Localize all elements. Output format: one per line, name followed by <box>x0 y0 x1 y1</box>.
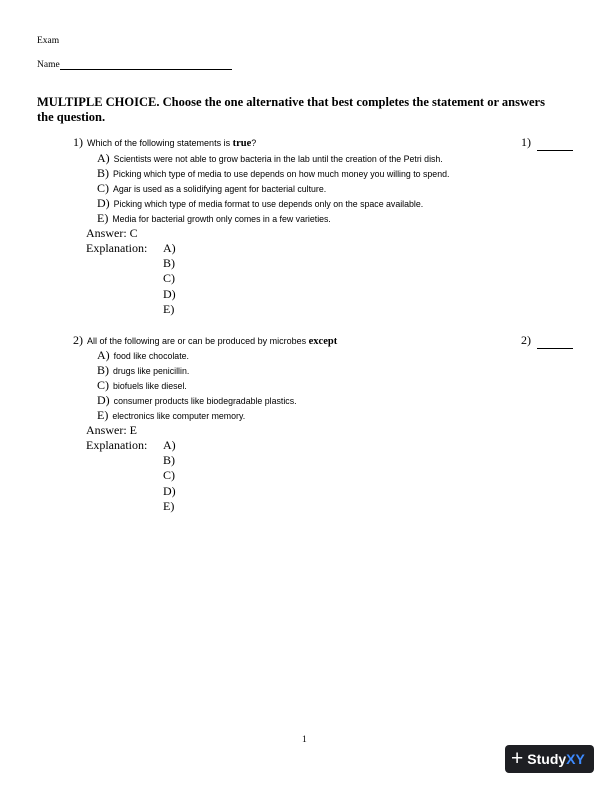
logo-study-text: Study <box>527 751 567 767</box>
option-letter: C) <box>97 378 109 392</box>
question-number: 2) <box>73 333 83 347</box>
logo-xy-text: XY <box>566 751 585 767</box>
option-text: electronics like computer memory. <box>112 411 246 421</box>
option-text: consumer products like biodegradable plastics. <box>113 396 297 406</box>
explanation-d: D) <box>163 484 176 498</box>
option-letter: C) <box>97 181 109 195</box>
name-label: Name <box>37 60 60 70</box>
studyxy-logo[interactable] <box>505 745 594 773</box>
answer-text: Answer: E <box>86 423 137 437</box>
option-text: drugs like penicillin. <box>113 366 190 376</box>
explanation-a: A) <box>163 241 176 255</box>
option-text: Agar is used as a solidifying agent for bacterial culture. <box>113 184 327 194</box>
explanation-d: D) <box>163 287 176 301</box>
option-letter: D) <box>97 393 110 407</box>
option-e <box>97 406 245 424</box>
explanation-c: C) <box>163 271 175 285</box>
stem-text-pre: All of the following are or can be produced by microbes <box>87 336 309 346</box>
question-number: 1) <box>73 135 83 149</box>
option-text: Picking which type of media to use depends on how much money you willing to spend. <box>113 169 450 179</box>
option-letter: B) <box>97 363 109 377</box>
option-letter: A) <box>97 151 110 165</box>
page-number: 1 <box>302 735 307 745</box>
option-text: Scientists were not able to grow bacteria in the lab until the creation of the Petri dish. <box>113 154 443 164</box>
margin-number: 2) <box>521 333 531 347</box>
option-text: Media for bacterial growth only comes in a few varieties. <box>112 214 331 224</box>
explanation-b: B) <box>163 453 175 467</box>
option-letter: B) <box>97 166 109 180</box>
explanation-e: E) <box>163 302 175 316</box>
answer-blank[interactable] <box>521 331 573 349</box>
stem-text-post: ? <box>251 138 257 148</box>
option-letter: E) <box>97 211 109 225</box>
answer-blank[interactable] <box>521 133 573 151</box>
explanation-c: C) <box>163 468 175 482</box>
instructions: MULTIPLE CHOICE. Choose the one alternative that best completes the statement or answers the question. <box>37 95 545 124</box>
exam-label: Exam <box>37 36 60 46</box>
explanation-label: Explanation: <box>86 241 148 255</box>
explanation-b: B) <box>163 256 175 270</box>
name-field[interactable] <box>37 60 232 70</box>
explanation-label: Explanation: <box>86 438 148 452</box>
option-letter: A) <box>97 348 110 362</box>
option-e <box>97 209 331 227</box>
answer-line <box>537 140 573 151</box>
stem-emphasis: true <box>232 138 252 149</box>
plus-icon: + <box>511 747 524 770</box>
stem-emphasis: except <box>308 336 338 347</box>
explanation-a: A) <box>163 438 176 452</box>
answer-line <box>537 338 573 349</box>
option-text: Picking which type of media format to use depends only on the space available. <box>113 199 424 209</box>
name-line <box>60 60 232 70</box>
stem-text-pre: Which of the following statements is <box>87 138 233 148</box>
answer-text: Answer: C <box>86 226 138 240</box>
option-letter: E) <box>97 408 109 422</box>
explanation-e: E) <box>163 499 175 513</box>
option-letter: D) <box>97 196 110 210</box>
option-text: food like chocolate. <box>113 351 189 361</box>
option-text: biofuels like diesel. <box>113 381 187 391</box>
margin-number: 1) <box>521 135 531 149</box>
